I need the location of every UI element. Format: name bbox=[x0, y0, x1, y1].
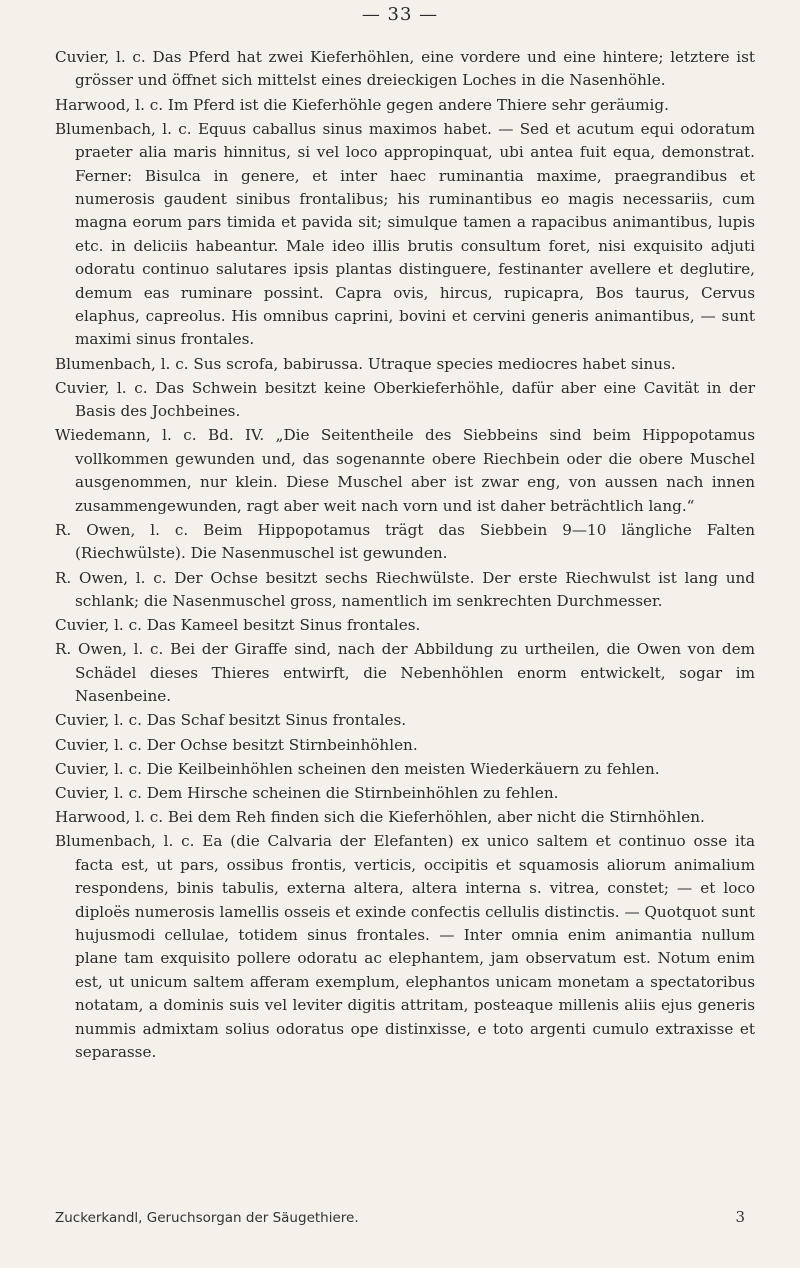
entry-owen-giraffe: R. Owen, l. c. Bei der Giraffe sind, nach der Abbildung zu urtheilen, die Owen von dem Schädel dieses Thieres entwirft, die Nebenhöhlen enorm entwickelt, sogar im Nasenbeine. bbox=[55, 640, 755, 706]
entry-owen-hippopotamus: R. Owen, l. c. Beim Hippopotamus trägt das Siebbein 9—10 längliche Falten (Riechwülste). Die Nasenmuschel ist gewunden. bbox=[55, 520, 755, 563]
footer bbox=[55, 1210, 745, 1226]
page-number: — 33 — bbox=[361, 4, 439, 25]
entry-blumenbach-elefant: Blumenbach, l. c. Ea (die Calvaria der Elefanten) ex unico saltem et continuo osse ita facta est, ut pars, ossibus frontis, verticis, occipitis et squamosis aliorum animalium respondens, binis tabulis, externa altera, altera interna s. vitrea, constet; — et loco diploës numerosis lamellis osseis et exinde confectis cellulis distinctis. — Quotquot sunt hujusmodi cellulae, totidem sinus frontales. — Inter omnia enim animantia nullum plane tam exquisito pollere odoratu ac elephantem, jam observatum est. Notum enim est, ut unicum saltem afferam exemplum, elephantos unicam monetam a spectatoribus notatam, a dominis suis vel leviter digitis attritam, posteaque millenis aliis ejus generis nummis admixtam solius odoratus ope distinxisse, e toto argenti cumulo extraxisse et separasse. bbox=[55, 832, 755, 1062]
entry-wiedemann-hippopotamus: Wiedemann, l. c. Bd. IV. „Die Seitentheile des Siebbeins sind beim Hippopotamus vollkommen gewunden und, das sogenannte obere Riechbein oder die obere Muschel ausgenommen, nur klein. Diese Muschel aber ist zwar eng, von aussen nach innen zusammengewunden, ragt aber weit nach vorn und ist daher beträchtlich lang.“ bbox=[55, 426, 755, 515]
entry-cuvier-hirsch: Cuvier, l. c. Dem Hirsche scheinen die Stirnbeinhöhlen zu fehlen. bbox=[55, 783, 559, 802]
entry-blumenbach-equus: Blumenbach, l. c. Equus caballus sinus maximos habet. — Sed et acutum equi odoratum praeter alia maris hinnitus, si vel loco appropinquat, ubi antea fuit equa, demonstrat. Ferner: Bisulca in genere, et inter haec ruminantia maxime, praegrandibus et numerosis gaudent sinibus frontalibus; his ruminantibus eo magis necessariis, cum magna eorum pars timida et pavida sit; simulque tamen a rapacibus animantibus, lupis etc. in deliciis habeantur. Male ideo illis brutis consultum foret, nisi exquisito adjuti odoratu continuo salutares ipsis plantas distinguere, festinanter avellere et deglutire, demum eas ruminare possint. Capra ovis, hircus, rupicapra, Bos taurus, Cervus elaphus, capreolus. His omnibus caprini, bovini et cervini generis animantibus, — sunt maximi sinus frontales. bbox=[55, 119, 755, 349]
entry-cuvier-schwein: Cuvier, l. c. Das Schwein besitzt keine Oberkieferhöhle, dafür aber eine Cavität in der Basis des Jochbeines. bbox=[55, 378, 755, 421]
entry-cuvier-kameel: Cuvier, l. c. Das Kameel besitzt Sinus frontales. bbox=[55, 616, 421, 635]
footer-sheet-number: 3 bbox=[735, 1208, 745, 1226]
entry-harwood-reh: Harwood, l. c. Bei dem Reh finden sich die Kieferhöhlen, aber nicht die Stirnhöhlen. bbox=[55, 808, 705, 827]
body-text bbox=[55, 46, 755, 1065]
entry-owen-ochse: R. Owen, l. c. Der Ochse besitzt sechs Riechwülste. Der erste Riechwulst ist lang und schlank; die Nasenmuschel gross, namentlich im senkrechten Durchmesser. bbox=[55, 568, 755, 610]
entry-cuvier-ochse: Cuvier, l. c. Der Ochse besitzt Stirnbeinhöhlen. bbox=[55, 735, 418, 754]
footer-signature-line: Zuckerkandl, Geruchsorgan der Säugethiere. bbox=[55, 1210, 359, 1226]
entry-cuvier-schaf: Cuvier, l. c. Das Schaf besitzt Sinus frontales. bbox=[55, 711, 407, 730]
entry-blumenbach-sus: Blumenbach, l. c. Sus scrofa, babirussa. Utraque species mediocres habet sinus. bbox=[55, 354, 676, 373]
entry-harwood-pferd: Harwood, l. c. Im Pferd ist die Kieferhöhle gegen andere Thiere sehr geräumig. bbox=[55, 95, 669, 114]
entry-cuvier-pferd: Cuvier, l. c. Das Pferd hat zwei Kieferhöhlen, eine vordere und eine hintere; letztere ist grösser und öffnet sich mittelst eines dreieckigen Loches in die Nasenhöhle. bbox=[55, 48, 755, 90]
entry-cuvier-wiederkaeuer: Cuvier, l. c. Die Keilbeinhöhlen scheinen den meisten Wiederkäuern zu fehlen. bbox=[55, 759, 660, 778]
